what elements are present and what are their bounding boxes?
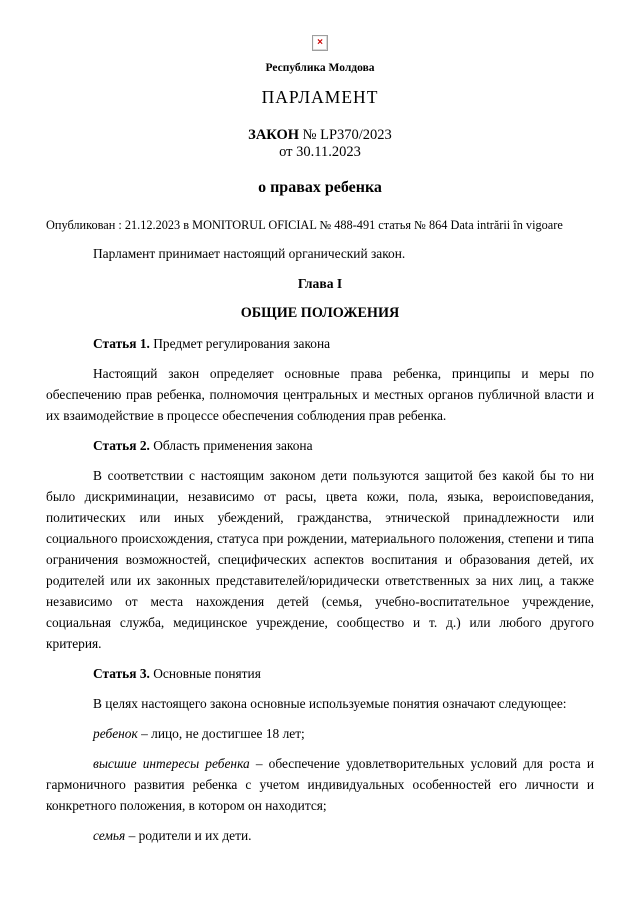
article-2-heading <box>46 435 594 456</box>
law-date: от 30.11.2023 <box>279 144 361 160</box>
law-number-line <box>46 127 594 144</box>
article-1-title: Предмет регулирования закона <box>149 336 331 351</box>
broken-image-row <box>46 34 594 50</box>
definition-child-term: ребенок <box>93 726 138 741</box>
law-number: № LP370/2023 <box>299 127 392 143</box>
red-x-glyph: × <box>317 37 323 49</box>
parliament-heading: ПАРЛАМЕНТ <box>261 87 379 107</box>
article-3-title: Основные понятия <box>149 666 261 681</box>
definition-child-text: – лицо, не достигшее 18 лет; <box>137 726 305 741</box>
chapter-heading: Глава I <box>297 276 343 291</box>
article-3-heading <box>46 663 594 684</box>
law-label: ЗАКОН <box>248 127 300 143</box>
definition-best-interests-text: – обеспечение удовлетворительных условий для роста и гармоничного развития ребенка с учетом индивидуальных особенностей его личности и конкретного положения, в котором он находится; <box>46 756 594 813</box>
definition-best-interests <box>46 753 594 816</box>
published-line: Опубликован : 21.12.2023 в MONITORUL OFICIAL № 488-491 статья № 864 Data intrării în vigoare <box>46 218 563 232</box>
article-3-label: Статья 3. <box>93 666 150 681</box>
definition-best-interests-term: высшие интересы ребенка <box>93 756 250 771</box>
broken-image-icon <box>312 35 328 51</box>
document-title: о правах ребенка <box>258 179 382 196</box>
definition-family-text: – родители и их дети. <box>125 828 252 843</box>
intro-paragraph: Парламент принимает настоящий органический закон. <box>93 246 406 261</box>
article-1-heading <box>46 333 594 354</box>
article-2-paragraph: В соответствии с настоящим законом дети пользуются защитой без какой бы то ни было дискриминации, независимо от расы, цвета кожи, пола, языка, вероисповедания, политических или иных убеждений, гражданства, этнической принадлежности или социального происхождения, статуса при рождении, материального положения, степени и типа ограничения возможностей, специфических аспектов воспитания и образования детей, их родителей или их законных представителей/юридически ответственных за них лиц, а также независимо от места нахождения детей (семья, учебно-воспитательное учреждение, социальная служба, медицинское учреждение, сообщество и т. д.) или любого другого критерия. <box>46 468 594 651</box>
definition-child <box>46 723 594 744</box>
article-2-title: Область применения закона <box>149 438 313 453</box>
article-1-paragraph: Настоящий закон определяет основные права ребенка, принципы и меры по обеспечению прав ребенка, полномочия центральных и местных органов публичной власти и их взаимодействие в процессе обеспечения соблюдения прав ребенка. <box>46 366 594 423</box>
definition-family <box>46 825 594 846</box>
definition-family-term: семья <box>93 828 126 843</box>
article-2-label: Статья 2. <box>93 438 150 453</box>
chapter-title: ОБЩИЕ ПОЛОЖЕНИЯ <box>240 305 400 321</box>
article-1-label: Статья 1. <box>93 336 150 351</box>
article-3-paragraph: В целях настоящего закона основные используемые понятия означают следующее: <box>93 696 567 711</box>
republic-heading: Республика Молдова <box>265 62 375 74</box>
